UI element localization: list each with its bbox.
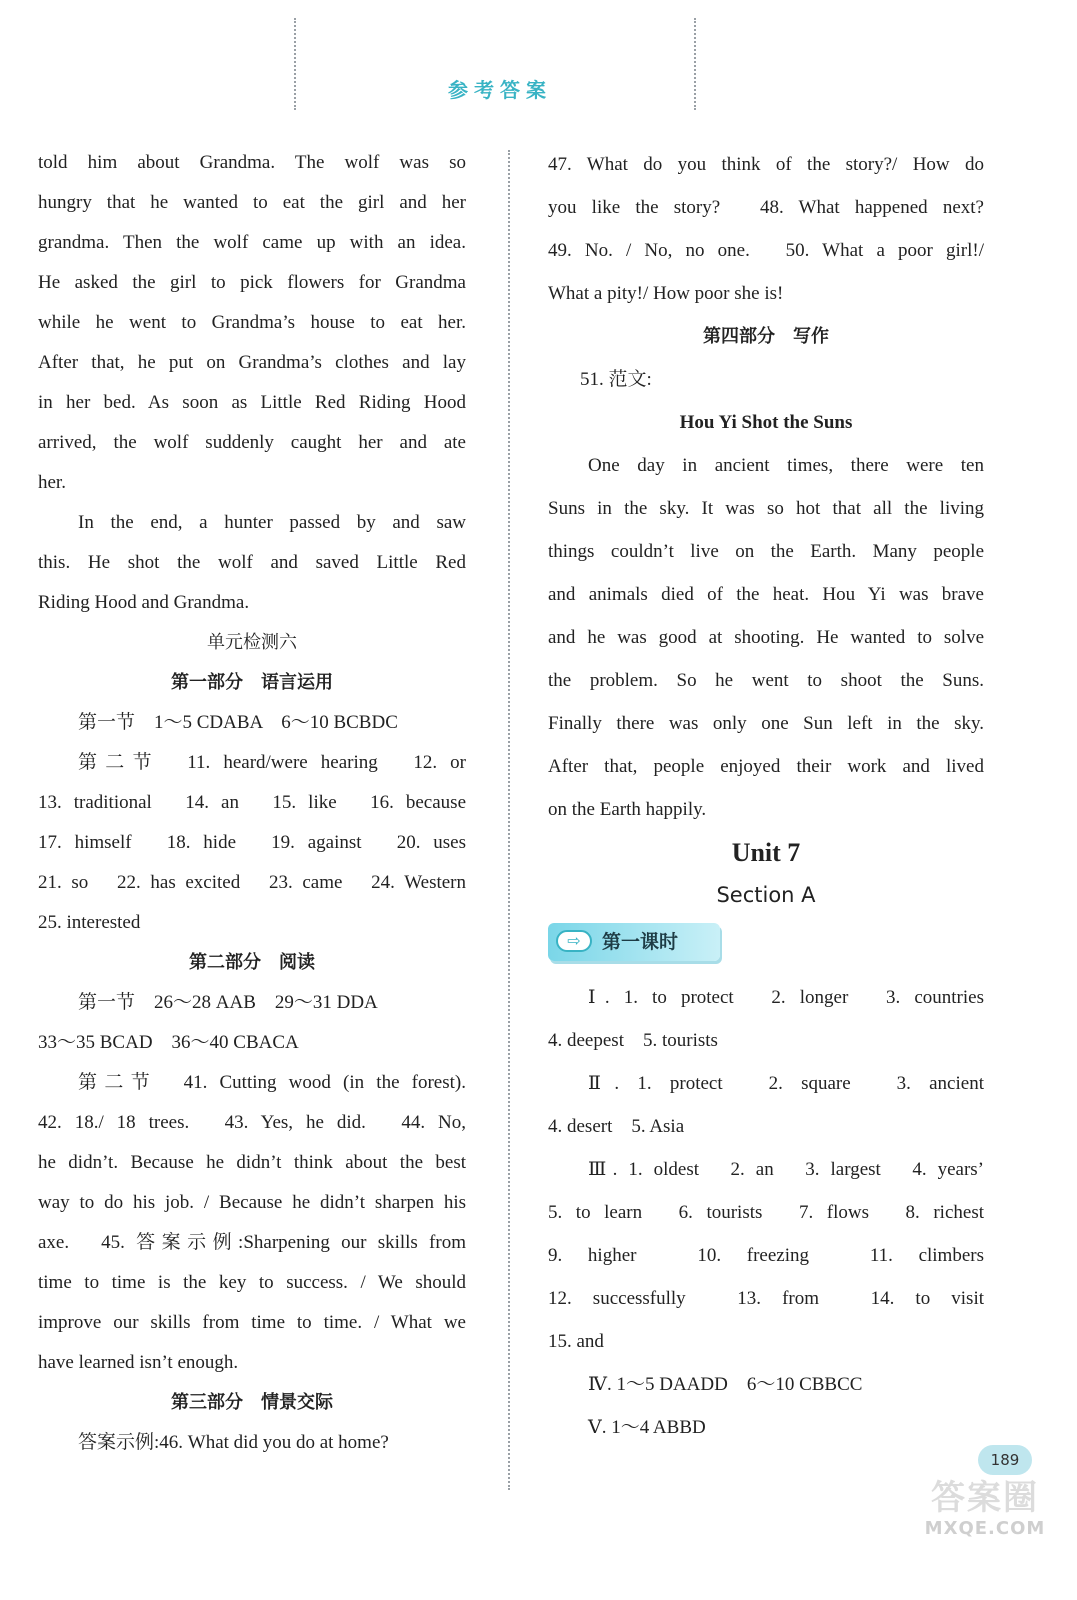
left-column	[38, 143, 466, 1463]
header-divider-right	[694, 18, 696, 110]
text-line: hungry that he wanted to eat the girl and her	[38, 192, 466, 213]
right-column-top	[548, 143, 984, 917]
text-line: 47. What do you think of the story?/ How do	[548, 154, 984, 175]
header-title: 参考答案	[448, 78, 552, 102]
answer-line: Ⅴ. 1～4 ABBD	[588, 1417, 706, 1438]
text-line: 答案示例:46. What did you do at home?	[78, 1432, 389, 1453]
text-line: 单元检测六	[207, 632, 297, 653]
text-line: 第一节 1～5 CDABA 6～10 BCBDC	[78, 712, 398, 733]
right-column-bottom	[548, 976, 984, 1449]
text-line: 33～35 BCAD 36～40 CBACA	[38, 1032, 299, 1053]
text-line: He asked the girl to pick flowers for Grandma	[38, 272, 466, 293]
text-line: and animals died of the heat. Hou Yi was brave	[548, 584, 984, 605]
text-line: After that, people enjoyed their work and lived	[548, 756, 984, 777]
text-line: 42. 18./ 18 trees. 43. Yes, he did. 44. No,	[38, 1112, 466, 1133]
answer-line: Ⅲ. 1. oldest 2. an 3. largest 4. years’	[588, 1159, 984, 1180]
text-line: 第三部分 情景交际	[171, 1392, 333, 1413]
text-line: the problem. So he went to shoot the Suns.	[548, 670, 984, 691]
text-line: 第四部分 写作	[703, 326, 829, 347]
header-divider-left	[294, 18, 296, 110]
text-line: Finally there was only one Sun left in the sky.	[548, 713, 984, 734]
watermark-logo	[905, 1478, 1065, 1540]
answer-line: 9. higher 10. freezing 11. climbers	[548, 1245, 984, 1266]
text-line: 第一节 26～28 AAB 29～31 DDA	[78, 992, 378, 1013]
text-line: What a pity!/ How poor she is!	[548, 283, 784, 304]
text-line: while he went to Grandma’s house to eat her.	[38, 312, 466, 333]
text-line: 第二节 11. heard/were hearing 12. or	[78, 752, 466, 773]
text-line: 第二部分 阅读	[189, 952, 315, 973]
text-line: 51. 范文:	[580, 369, 652, 390]
answer-line: Ⅱ. 1. protect 2. square 3. ancient	[588, 1073, 984, 1094]
text-line: Section A	[716, 883, 816, 907]
answer-line: 15. and	[548, 1331, 604, 1352]
text-line: he didn’t. Because he didn’t think about the best	[38, 1152, 466, 1173]
text-line: told him about Grandma. The wolf was so	[38, 152, 466, 173]
answer-line: 4. desert 5. Asia	[548, 1116, 685, 1137]
text-line: have learned isn’t enough.	[38, 1352, 239, 1373]
watermark-url: MXQE.COM	[924, 1518, 1046, 1539]
text-line: 49. No. / No, no one. 50. What a poor girl!/	[548, 240, 984, 261]
text-line: in her bed. As soon as Little Red Riding Hood	[38, 392, 466, 413]
text-line: 13. traditional 14. an 15. like 16. because	[38, 792, 466, 813]
text-line: One day in ancient times, there were ten	[588, 455, 984, 476]
lesson-tag-label: 第一课时	[602, 931, 679, 953]
text-line: Suns in the sky. It was so hot that all the living	[548, 498, 984, 519]
text-line: this. He shot the wolf and saved Little Red	[38, 552, 466, 573]
answer-line: 4. deepest 5. tourists	[548, 1030, 718, 1051]
text-line: In the end, a hunter passed by and saw	[78, 512, 466, 533]
text-line: Riding Hood and Grandma.	[38, 592, 250, 613]
column-divider	[508, 150, 510, 1490]
text-line: 21. so 22. has excited 23. came 24. Western	[38, 872, 466, 893]
text-line: Hou Yi Shot the Suns	[679, 412, 853, 433]
text-line: 17. himself 18. hide 19. against 20. uses	[38, 832, 466, 853]
text-line: improve our skills from time to time. / What we	[38, 1312, 466, 1333]
text-line: her.	[38, 472, 66, 493]
text-line: you like the story? 48. What happened next?	[548, 197, 984, 218]
answer-line: 12. successfully 13. from 14. to visit	[548, 1288, 984, 1309]
text-line: Unit 7	[731, 838, 801, 867]
text-line: way to do his job. / Because he didn’t sharpen his	[38, 1192, 466, 1213]
text-line: and he was good at shooting. He wanted to solve	[548, 627, 984, 648]
answer-line: Ⅰ. 1. to protect 2. longer 3. countries	[588, 987, 984, 1008]
text-line: time to time is the key to success. / We should	[38, 1272, 466, 1293]
answer-line: 5. to learn 6. tourists 7. flows 8. richest	[548, 1202, 984, 1223]
text-line: arrived, the wolf suddenly caught her and ate	[38, 432, 466, 453]
answer-line: Ⅳ. 1～5 DAADD 6～10 CBBCC	[588, 1374, 863, 1395]
text-line: grandma. Then the wolf came up with an idea.	[38, 232, 466, 253]
lesson-tag	[548, 923, 720, 961]
text-line: 25. interested	[38, 912, 141, 933]
watermark-text: 答案圈	[931, 1478, 1039, 1518]
text-line: 第二节 41. Cutting wood (in the forest).	[78, 1072, 466, 1093]
text-line: 第一部分 语言运用	[171, 672, 333, 693]
text-line: things couldn’t live on the Earth. Many people	[548, 541, 984, 562]
text-line: axe. 45. 答案示例:Sharpening our skills from	[38, 1232, 466, 1253]
arrow-right-icon: ⇨	[556, 930, 592, 952]
text-line: After that, he put on Grandma’s clothes and lay	[38, 352, 466, 373]
page-number: 189	[978, 1445, 1032, 1475]
text-line: on the Earth happily.	[548, 799, 707, 820]
right-column	[548, 143, 984, 1449]
